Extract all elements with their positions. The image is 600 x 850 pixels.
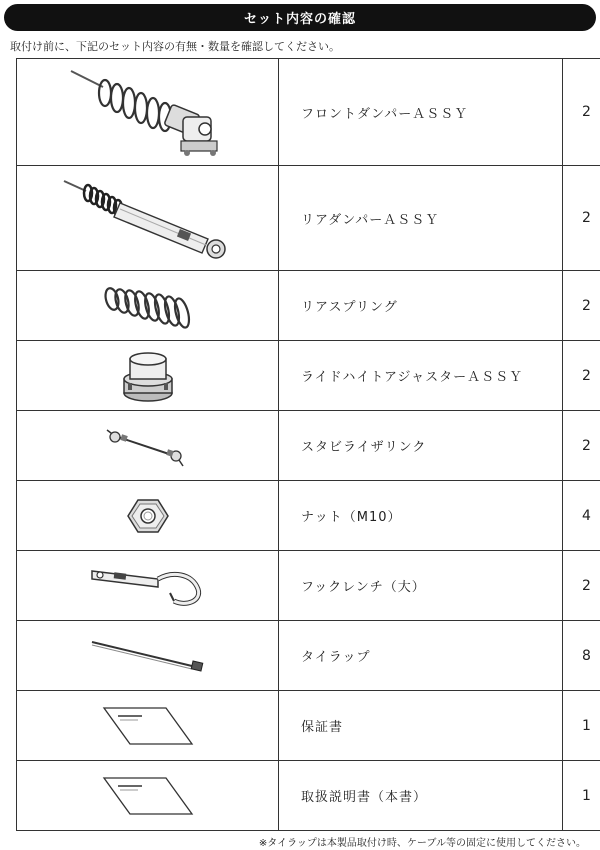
item-qty: 8: [563, 621, 600, 691]
item-image-cell: [17, 621, 279, 691]
item-image-cell: [17, 341, 279, 411]
parts-table: [16, 58, 600, 831]
item-name: タイラップ: [279, 621, 563, 691]
item-name: ナット（M10）: [279, 481, 563, 551]
table-row: [17, 481, 600, 551]
front-damper-icon: [63, 65, 233, 160]
item-image-cell: [17, 411, 279, 481]
item-image-cell: [17, 271, 279, 341]
item-image-cell: [17, 59, 279, 166]
section-title: セット内容の確認: [243, 12, 356, 27]
item-image-cell: [17, 551, 279, 621]
item-qty: 1: [563, 691, 600, 761]
item-name: 取扱説明書（本書）: [279, 761, 563, 831]
item-qty: 2: [563, 166, 600, 271]
table-row: [17, 551, 600, 621]
rear-damper-icon: [60, 173, 235, 263]
table-row: [17, 341, 600, 411]
item-qty: 2: [563, 341, 600, 411]
instruction-text: 取付け前に、下記のセット内容の有無・数量を確認してください。: [10, 40, 340, 53]
item-qty: 1: [563, 761, 600, 831]
instruction-manual-icon: [98, 774, 198, 818]
item-name: スタビライザリンク: [279, 411, 563, 481]
item-qty: 2: [563, 551, 600, 621]
item-qty: 2: [563, 411, 600, 481]
item-image-cell: [17, 166, 279, 271]
table-row: [17, 166, 600, 271]
item-qty: 4: [563, 481, 600, 551]
hook-wrench-icon: [88, 563, 208, 609]
item-name: リアダンパーＡＳＳＹ: [279, 166, 563, 271]
table-row: [17, 59, 600, 166]
table-row: [17, 271, 600, 341]
item-name: フックレンチ（大）: [279, 551, 563, 621]
item-qty: 2: [563, 271, 600, 341]
item-image-cell: [17, 761, 279, 831]
table-row: [17, 691, 600, 761]
section-header: [4, 4, 596, 31]
item-name: リアスプリング: [279, 271, 563, 341]
cable-tie-icon: [88, 636, 208, 676]
table-row: [17, 621, 600, 691]
stabilizer-link-icon: [103, 424, 193, 468]
item-qty: 2: [563, 59, 600, 166]
nut-icon: [126, 496, 170, 536]
item-name: ライドハイトアジャスターＡＳＳＹ: [279, 341, 563, 411]
item-name: 保証書: [279, 691, 563, 761]
rear-spring-icon: [98, 281, 198, 331]
item-name: フロントダンパーＡＳＳＹ: [279, 59, 563, 166]
warranty-card-icon: [98, 704, 198, 748]
item-image-cell: [17, 481, 279, 551]
ride-height-adjuster-icon: [118, 347, 178, 405]
table-row: [17, 761, 600, 831]
table-row: [17, 411, 600, 481]
item-image-cell: [17, 691, 279, 761]
footnote: ※タイラップは本製品取付け時、ケーブル等の固定に使用してください。: [258, 838, 586, 849]
